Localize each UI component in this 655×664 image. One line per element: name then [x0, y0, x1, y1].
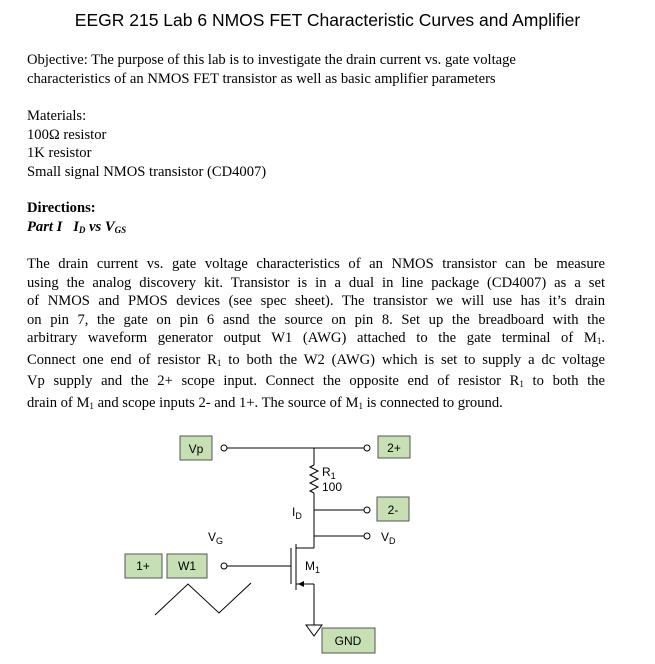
- resistor-r1-symbol: [310, 465, 318, 493]
- two-minus-label: 2-: [387, 503, 399, 517]
- r1-value: 100: [322, 480, 343, 494]
- vd-label: [381, 530, 396, 546]
- one-plus-label: 1+: [136, 559, 150, 573]
- triangle-waveform: [155, 583, 251, 615]
- r1-subscript: 1: [519, 379, 524, 389]
- part-id-sub: D: [78, 224, 86, 235]
- paragraph-line-8-mid: and scope inputs 2- and 1+. The source of M: [93, 394, 359, 411]
- objective-line-2: characteristics of an NMOS FET transistor as well as basic amplifier parameters: [27, 70, 496, 87]
- paragraph-line-7-end: to both the: [523, 373, 605, 389]
- part-vs: vs: [85, 218, 105, 235]
- m1-subscript: 1: [358, 400, 363, 411]
- id-label: [292, 505, 302, 521]
- vg-label: [208, 530, 223, 546]
- document-title: EEGR 215 Lab 6 NMOS FET Characteristic Curves and Amplifier: [74, 10, 581, 30]
- paragraph-line-8-text: drain of M: [27, 394, 90, 411]
- materials-item-resistor-1k: 1K resistor: [27, 145, 92, 161]
- r1-label: [322, 465, 336, 481]
- part-id: I: [73, 218, 79, 235]
- objective-line-1: Objective: The purpose of this lab is to investigate the drain current vs. gate voltage: [27, 52, 516, 68]
- id-letter: I: [292, 505, 296, 519]
- paragraph-line-7-text: Vp supply and the 2+ scope input. Connect the opposite end of resistor R: [27, 373, 520, 389]
- paragraph-line-3: of NMOS and PMOS devices (see spec sheet). The transistor we will use has it’s drain: [27, 293, 605, 309]
- r1-letter: R: [322, 465, 331, 479]
- source-arrow: [298, 581, 304, 587]
- w1-label: W1: [178, 559, 196, 573]
- r1-subscript: 1: [216, 357, 222, 368]
- vd-terminal: [364, 533, 370, 539]
- m1-sub: 1: [315, 565, 321, 575]
- paragraph-line-5-end: .: [601, 330, 605, 346]
- paragraph-line-2: using the analog discovery kit. Transistor is in a dual in line package (CD4007) as a set: [27, 274, 605, 291]
- paragraph-line-8-end: is connected to ground.: [362, 394, 503, 411]
- part-v: V: [104, 218, 115, 235]
- paragraph-line-5-text: arbitrary waveform generator output W1 (AWG) attached to the gate terminal of M: [27, 330, 597, 346]
- two-plus-terminal: [364, 445, 370, 451]
- m1-label: [305, 559, 320, 575]
- vg-letter: V: [208, 530, 217, 544]
- two-minus-terminal: [364, 507, 370, 513]
- vp-label: Vp: [188, 442, 204, 456]
- materials-item-resistor-100: 100Ω resistor: [27, 126, 107, 143]
- two-plus-label: 2+: [387, 441, 401, 455]
- part-v-sub: GS: [114, 224, 127, 235]
- part-label: Part I: [27, 218, 63, 235]
- vd-sub: D: [389, 536, 396, 546]
- gnd-label: GND: [334, 634, 362, 648]
- paragraph-line-4: on pin 7, the gate on pin 6 asnd the source on pin 8. Set up the breadboard with the: [27, 311, 605, 328]
- directions-heading: Directions:: [27, 200, 96, 216]
- materials-heading: Materials:: [27, 108, 87, 124]
- vg-sub: G: [216, 536, 224, 546]
- paragraph-line-6-text: Connect one end of resistor R: [27, 351, 217, 368]
- m1-letter: M: [305, 559, 315, 573]
- id-sub: D: [295, 511, 302, 521]
- vp-terminal: [221, 445, 227, 451]
- vd-letter: V: [381, 530, 390, 544]
- paragraph-line-1: The drain current vs. gate voltage characteristics of an NMOS transistor can be measure: [27, 256, 605, 272]
- paragraph-line-6-end: to both the W2 (AWG) which is set to supply a dc voltage: [221, 351, 605, 368]
- ground-symbol: [306, 625, 322, 636]
- m1-subscript: 1: [89, 400, 94, 411]
- gate-terminal: [221, 563, 227, 569]
- m1-subscript: 1: [596, 336, 602, 346]
- materials-item-transistor: Small signal NMOS transistor (CD4007): [27, 163, 267, 180]
- r1-sub: 1: [330, 471, 336, 481]
